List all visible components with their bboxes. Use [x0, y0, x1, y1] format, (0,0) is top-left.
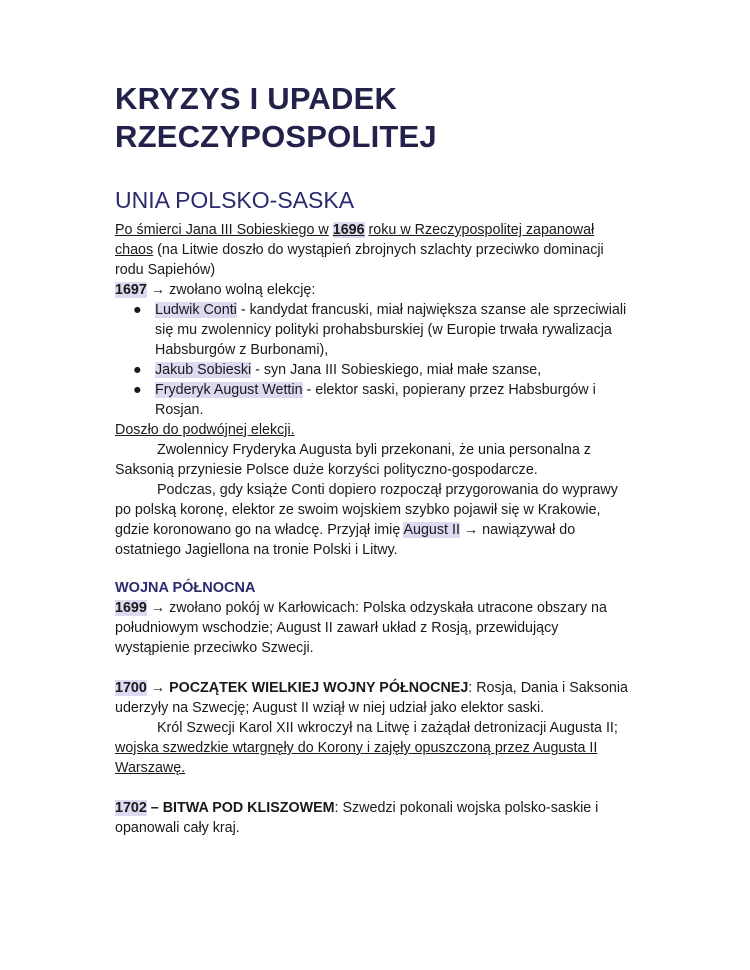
event-1702-head: – BITWA POD KLISZOWEM [150, 800, 335, 816]
candidate-desc: - syn Jana III Sobieskiego, miał małe szanse, [255, 362, 542, 378]
year-1697: 1697 [115, 282, 147, 298]
election-line [115, 280, 635, 300]
section-heading-unia: UNIA POLSKO-SASKA [115, 187, 355, 213]
para2-text-1: Podczas, gdy książe Conti dopiero rozpoczął przygorowania do wyprawy po polską koronę, elektor ze swoim wojskiem szybko pojawił się w Krakowie, gdzie koronowano go na władcę. Przyjął imię [115, 482, 618, 538]
list-item [133, 300, 635, 360]
year-1696: 1696 [332, 222, 365, 238]
intro-text-1: Po śmierci Jana III Sobieskiego w [115, 222, 329, 238]
paragraph-karol [115, 718, 635, 778]
bullet-icon: ● [133, 362, 142, 378]
intro-paragraph [115, 220, 635, 280]
candidate-desc: - elektor saski, popierany przez Habsburgów i Rosjan. [155, 382, 596, 418]
bullet-icon: ● [133, 382, 142, 398]
event-1700 [115, 678, 635, 718]
candidate-name: Ludwik Conti [155, 302, 237, 318]
candidates-list [115, 300, 635, 420]
event-1702-text: : Szwedzi pokonali wojska polsko-saskie i opanowali cały kraj. [115, 800, 599, 836]
para2-text-2: → nawiązywał do ostatniego Jagiellona na tronie Polski i Litwy. [115, 522, 576, 558]
august-ii-name: August II [403, 522, 460, 538]
event-1700-head: → POCZĄTEK WIELKIEJ WOJNY PÓŁNOCNEJ [150, 680, 469, 696]
year-1700: 1700 [115, 680, 147, 696]
event-1699-text: → zwołano pokój w Karłowicach: Polska odzyskała utracone obszary na południowym wschodzie; August II zawarł układ z Rosją, przewidujący wystąpienie przeciwko Szwecji. [115, 600, 607, 656]
year-1699: 1699 [115, 600, 147, 616]
bullet-icon: ● [133, 302, 142, 318]
election-text: → zwołano wolną elekcję: [150, 282, 316, 298]
document-title: KRYZYS I UPADEK RZECZYPOSPOLITEJ [115, 81, 437, 154]
paragraph-conti [115, 480, 635, 560]
paragraph-zwolennicy: Zwolennicy Fryderyka Augusta byli przekonani, że unia personalna z Saksonią przyniesie Polsce duże korzyści polityczno-gospodarcze. [115, 442, 591, 478]
candidate-name: Fryderyk August Wettin [155, 382, 303, 398]
event-1700-text: : Rosja, Dania i Saksonia uderzyły na Szwecję; August II wziął w niej udział jako elektor saski. [115, 680, 629, 716]
candidate-desc: - kandydat francuski, miał największa szanse ale sprzeciwiali się mu zwolennicy polityki prohabsburskiej (w Europie trwała rywalizacja Habsburgów z Burbonami), [155, 302, 627, 358]
section-heading-wojna: WOJNA PÓŁNOCNA [115, 580, 256, 596]
intro-text-2: roku w Rzeczypospolitej zapanował chaos [115, 222, 595, 258]
double-election-line: Doszło do podwójnej elekcji. [115, 422, 295, 438]
candidate-name: Jakub Sobieski [155, 362, 252, 378]
event-1702 [115, 798, 635, 838]
list-item [133, 380, 635, 420]
karol-text-1: Król Szwecji Karol XII wkroczył na Litwę i zażądał detronizacji Augusta II; [157, 720, 618, 736]
karol-text-2: wojska szwedzkie wtargnęły do Korony i zajęły opuszczoną przez Augusta II Warszawę. [115, 740, 598, 776]
year-1702: 1702 [115, 800, 147, 816]
intro-text-3: (na Litwie doszło do wystąpień zbrojnych szlachty przeciwko dominacji rodu Sapiehów) [115, 242, 604, 278]
event-1699 [115, 598, 635, 658]
document-page [115, 80, 635, 838]
list-item [133, 360, 635, 380]
